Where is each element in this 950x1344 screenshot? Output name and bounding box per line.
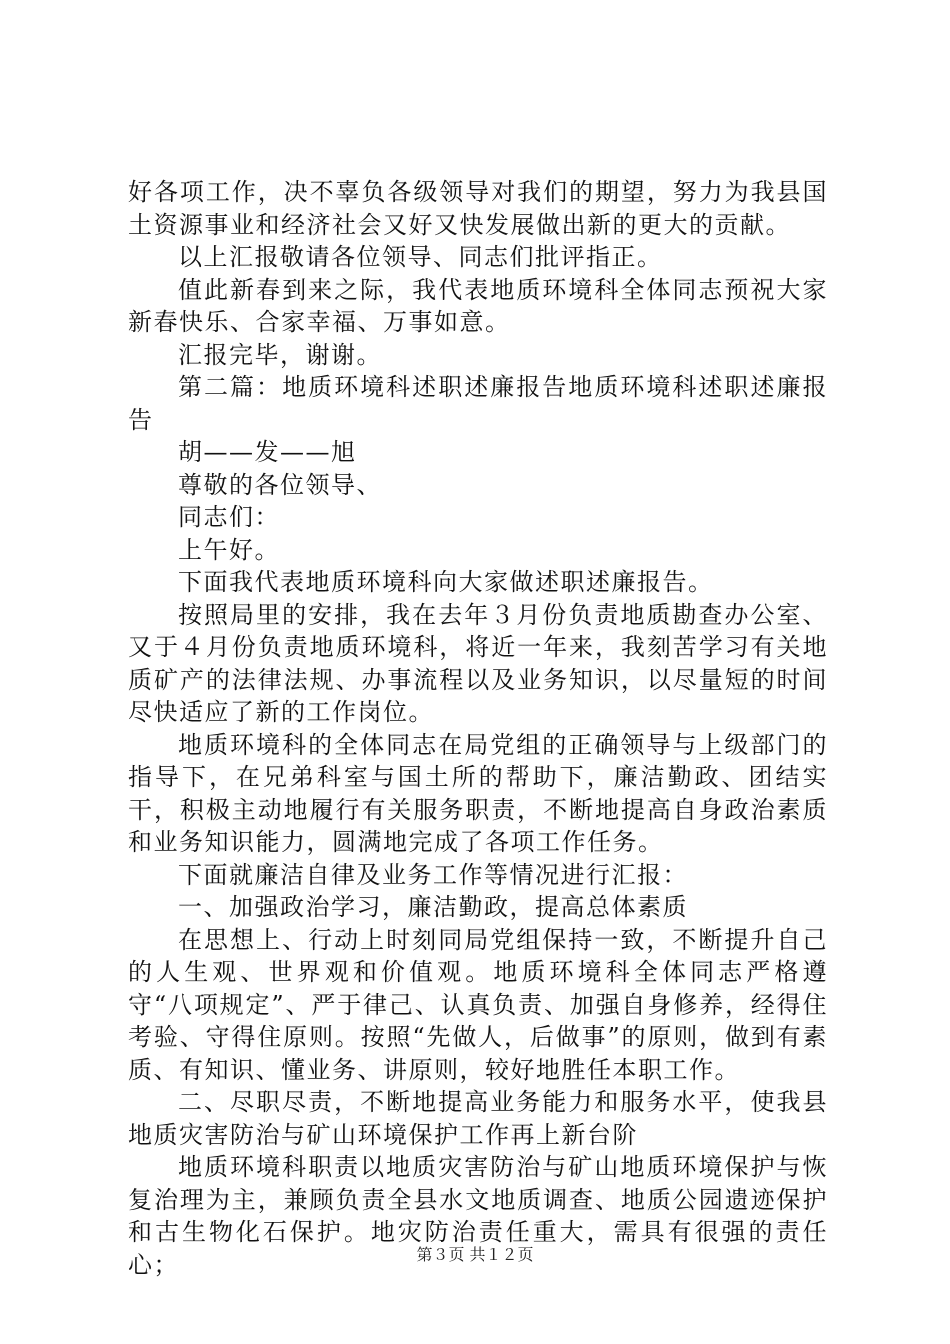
paragraph-report-intro: 下面就廉洁自律及业务工作等情况进行汇报：: [178, 860, 688, 889]
section-heading-2: 二、尽职尽责，不断地提高业务能力和服务水平，使我县地质灾害防治与矿山环境保护工作再上新台阶: [128, 1088, 828, 1149]
page-footer: 第３页 共１２页: [416, 1245, 534, 1264]
salutation-line-1: 尊敬的各位领导、: [178, 470, 382, 499]
paragraph-section-1: 在思想上、行动上时刻同局党组保持一致，不断提升自己的人生观、世界观和价值观。地质环境科全体同志严格遵守“八项规定”、严于律己、认真负责、加强自身修养，经得住考验、守得住原则。按照“先做人，后做事”的原则，做到有素质、有知识、懂业务、讲原则，较好地胜任本职工作。: [128, 925, 828, 1084]
salutation-line-2: 同志们：: [178, 503, 280, 531]
paragraph-intro: 下面我代表地质环境科向大家做述职述廉报告。: [178, 568, 714, 596]
greeting: 上午好。: [178, 535, 280, 564]
paragraph-3: 值此新春到来之际，我代表地质环境科全体同志预祝大家新春快乐、合家幸福、万事如意。: [128, 275, 828, 336]
section-heading-chapter-2: 第二篇：地质环境科述职述廉报告地质环境科述职述廉报告: [128, 373, 828, 434]
paragraph-assignment: 按照局里的安排，我在去年３月份负责地质勘查办公室、又于４月份负责地质环境科，将近一年来，我刻苦学习有关地质矿产的法律法规、办事流程以及业务知识，以尽量短的时间尽快适应了新的工作岗位。: [128, 600, 828, 726]
paragraph-section-2: 地质环境科职责以地质灾害防治与矿山地质环境保护与恢复治理为主，兼顾负责全县水文地质调查、地质公园遗迹保护和古生物化石保护。地灾防治责任重大，需具有很强的责任心；: [128, 1153, 828, 1279]
paragraph-team: 地质环境科的全体同志在局党组的正确领导与上级部门的指导下，在兄弟科室与国土所的帮助下，廉洁勤政、团结实干，积极主动地履行有关服务职责，不断地提高自身政治素质和业务知识能力，圆满地完成了各项工作任务。: [128, 730, 828, 856]
paragraph-2: 以上汇报敬请各位领导、同志们批评指正。: [178, 243, 663, 271]
paragraph-4: 汇报完毕，谢谢。: [178, 340, 382, 369]
section-heading-1: 一、加强政治学习，廉洁勤政，提高总体素质: [178, 893, 688, 921]
author-name: 胡——发——旭: [178, 438, 357, 466]
paragraph-1: 好各项工作，决不辜负各级领导对我们的期望，努力为我县国土资源事业和经济社会又好又快发展做出新的更大的贡献。: [128, 178, 828, 239]
document-body: [128, 176, 828, 1281]
